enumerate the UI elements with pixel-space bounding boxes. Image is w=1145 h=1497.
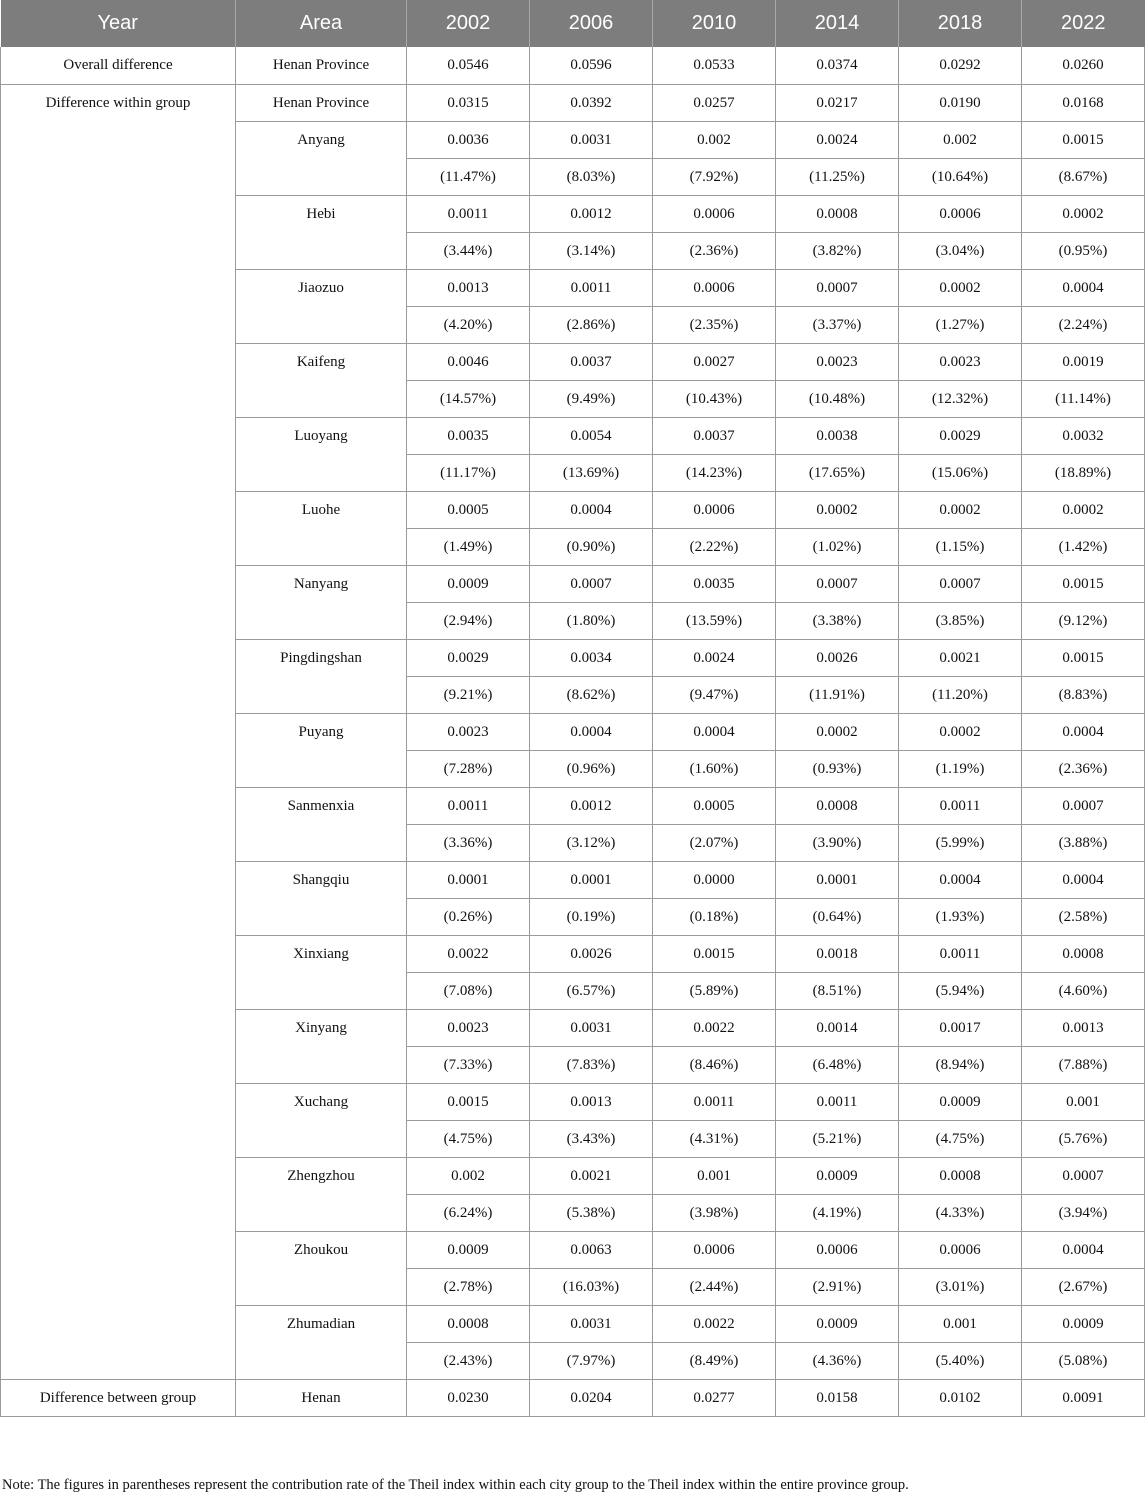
theil-value: 0.0007	[530, 565, 653, 602]
contribution-rate: (7.28%)	[407, 750, 530, 787]
contribution-rate: (8.46%)	[653, 1046, 776, 1083]
theil-value: 0.0204	[530, 1379, 653, 1416]
theil-value: 0.0014	[776, 1009, 899, 1046]
theil-value: 0.0015	[653, 935, 776, 972]
theil-value: 0.0038	[776, 417, 899, 454]
contribution-rate: (9.49%)	[530, 380, 653, 417]
header-year: Year	[1, 0, 236, 47]
theil-value: 0.0009	[776, 1305, 899, 1342]
theil-value: 0.0002	[899, 269, 1022, 306]
theil-value: 0.0021	[899, 639, 1022, 676]
contribution-rate: (1.60%)	[653, 750, 776, 787]
contribution-rate: (7.83%)	[530, 1046, 653, 1083]
city-name: Jiaozuo	[236, 269, 407, 343]
theil-value: 0.0006	[899, 1231, 1022, 1268]
contribution-rate: (3.88%)	[1022, 824, 1145, 861]
contribution-rate: (3.38%)	[776, 602, 899, 639]
header-year-2014: 2014	[776, 0, 899, 47]
contribution-rate: (0.26%)	[407, 898, 530, 935]
table-note: Note: The figures in parentheses represent the contribution rate of the Theil index within each city group to the Theil index within the entire province group.	[2, 1477, 909, 1493]
theil-value: 0.0011	[407, 195, 530, 232]
city-name: Xinxiang	[236, 935, 407, 1009]
theil-value: 0.0005	[653, 787, 776, 824]
contribution-rate: (8.83%)	[1022, 676, 1145, 713]
contribution-rate: (0.18%)	[653, 898, 776, 935]
theil-value: 0.0158	[776, 1379, 899, 1416]
theil-value: 0.0005	[407, 491, 530, 528]
theil-value: 0.0024	[653, 639, 776, 676]
theil-value: 0.0011	[407, 787, 530, 824]
within-total-row	[1, 84, 1145, 121]
area-name: Henan Province	[236, 84, 407, 121]
theil-value: 0.0257	[653, 84, 776, 121]
city-name: Luohe	[236, 491, 407, 565]
city-name: Xuchang	[236, 1083, 407, 1157]
theil-value: 0.0102	[899, 1379, 1022, 1416]
theil-value: 0.0596	[530, 47, 653, 84]
contribution-rate: (10.43%)	[653, 380, 776, 417]
theil-value: 0.001	[899, 1305, 1022, 1342]
theil-value: 0.0008	[899, 1157, 1022, 1194]
contribution-rate: (3.37%)	[776, 306, 899, 343]
contribution-rate: (3.94%)	[1022, 1194, 1145, 1231]
contribution-rate: (10.64%)	[899, 158, 1022, 195]
theil-value: 0.0007	[1022, 1157, 1145, 1194]
theil-value: 0.0037	[530, 343, 653, 380]
theil-value: 0.0007	[899, 565, 1022, 602]
contribution-rate: (3.44%)	[407, 232, 530, 269]
theil-value: 0.0035	[653, 565, 776, 602]
contribution-rate: (3.14%)	[530, 232, 653, 269]
theil-value: 0.0023	[776, 343, 899, 380]
contribution-rate: (4.20%)	[407, 306, 530, 343]
theil-value: 0.0037	[653, 417, 776, 454]
contribution-rate: (7.97%)	[530, 1342, 653, 1379]
area-name: Henan	[236, 1379, 407, 1416]
city-name: Anyang	[236, 121, 407, 195]
theil-value: 0.001	[653, 1157, 776, 1194]
header-year-2018: 2018	[899, 0, 1022, 47]
group-label: Difference between group	[1, 1379, 236, 1416]
theil-value: 0.0035	[407, 417, 530, 454]
contribution-rate: (6.48%)	[776, 1046, 899, 1083]
theil-value: 0.0009	[407, 1231, 530, 1268]
contribution-rate: (2.36%)	[1022, 750, 1145, 787]
contribution-rate: (3.04%)	[899, 232, 1022, 269]
theil-value: 0.0015	[1022, 121, 1145, 158]
contribution-rate: (7.88%)	[1022, 1046, 1145, 1083]
theil-value: 0.0004	[899, 861, 1022, 898]
theil-value: 0.0026	[530, 935, 653, 972]
contribution-rate: (5.76%)	[1022, 1120, 1145, 1157]
theil-value: 0.0009	[776, 1157, 899, 1194]
theil-value: 0.0023	[407, 1009, 530, 1046]
header-year-2010: 2010	[653, 0, 776, 47]
contribution-rate: (14.23%)	[653, 454, 776, 491]
contribution-rate: (1.49%)	[407, 528, 530, 565]
theil-value: 0.0012	[530, 787, 653, 824]
contribution-rate: (3.36%)	[407, 824, 530, 861]
contribution-rate: (2.36%)	[653, 232, 776, 269]
contribution-rate: (8.03%)	[530, 158, 653, 195]
theil-value: 0.0034	[530, 639, 653, 676]
contribution-rate: (4.60%)	[1022, 972, 1145, 1009]
city-name: Hebi	[236, 195, 407, 269]
contribution-rate: (12.32%)	[899, 380, 1022, 417]
city-name: Zhumadian	[236, 1305, 407, 1379]
header-row	[1, 0, 1145, 47]
theil-value: 0.0006	[653, 1231, 776, 1268]
contribution-rate: (4.75%)	[407, 1120, 530, 1157]
group-label: Difference within group	[1, 84, 236, 1379]
theil-value: 0.0230	[407, 1379, 530, 1416]
contribution-rate: (0.64%)	[776, 898, 899, 935]
contribution-rate: (3.98%)	[653, 1194, 776, 1231]
contribution-rate: (2.86%)	[530, 306, 653, 343]
header-year-2022: 2022	[1022, 0, 1145, 47]
theil-value: 0.0006	[899, 195, 1022, 232]
theil-value: 0.0026	[776, 639, 899, 676]
theil-value: 0.0009	[1022, 1305, 1145, 1342]
header-year-2002: 2002	[407, 0, 530, 47]
theil-value: 0.0217	[776, 84, 899, 121]
contribution-rate: (2.91%)	[776, 1268, 899, 1305]
contribution-rate: (18.89%)	[1022, 454, 1145, 491]
theil-value: 0.0031	[530, 1009, 653, 1046]
contribution-rate: (11.47%)	[407, 158, 530, 195]
theil-value: 0.0008	[1022, 935, 1145, 972]
theil-value: 0.0029	[407, 639, 530, 676]
city-name: Puyang	[236, 713, 407, 787]
theil-value: 0.0004	[1022, 861, 1145, 898]
theil-value: 0.0007	[776, 565, 899, 602]
theil-value: 0.0054	[530, 417, 653, 454]
theil-value: 0.0009	[407, 565, 530, 602]
theil-value: 0.0036	[407, 121, 530, 158]
contribution-rate: (13.69%)	[530, 454, 653, 491]
contribution-rate: (11.17%)	[407, 454, 530, 491]
contribution-rate: (1.02%)	[776, 528, 899, 565]
city-name: Zhengzhou	[236, 1157, 407, 1231]
contribution-rate: (1.27%)	[899, 306, 1022, 343]
theil-value: 0.0002	[1022, 491, 1145, 528]
theil-value: 0.0012	[530, 195, 653, 232]
theil-value: 0.0008	[407, 1305, 530, 1342]
contribution-rate: (2.67%)	[1022, 1268, 1145, 1305]
theil-value: 0.0029	[899, 417, 1022, 454]
theil-value: 0.0015	[407, 1083, 530, 1120]
theil-value: 0.0091	[1022, 1379, 1145, 1416]
theil-value: 0.002	[653, 121, 776, 158]
theil-value: 0.0002	[776, 491, 899, 528]
theil-value: 0.0031	[530, 1305, 653, 1342]
theil-value: 0.0011	[653, 1083, 776, 1120]
contribution-rate: (2.78%)	[407, 1268, 530, 1305]
contribution-rate: (1.15%)	[899, 528, 1022, 565]
contribution-rate: (3.43%)	[530, 1120, 653, 1157]
theil-value: 0.0011	[776, 1083, 899, 1120]
theil-value: 0.002	[407, 1157, 530, 1194]
contribution-rate: (0.90%)	[530, 528, 653, 565]
theil-value: 0.0015	[1022, 565, 1145, 602]
theil-value: 0.0008	[776, 195, 899, 232]
contribution-rate: (1.93%)	[899, 898, 1022, 935]
theil-value: 0.0013	[407, 269, 530, 306]
theil-value: 0.0292	[899, 47, 1022, 84]
contribution-rate: (0.19%)	[530, 898, 653, 935]
theil-value: 0.0002	[899, 491, 1022, 528]
theil-value: 0.0533	[653, 47, 776, 84]
contribution-rate: (5.40%)	[899, 1342, 1022, 1379]
contribution-rate: (5.21%)	[776, 1120, 899, 1157]
theil-value: 0.0046	[407, 343, 530, 380]
theil-value: 0.0022	[653, 1009, 776, 1046]
theil-value: 0.0190	[899, 84, 1022, 121]
theil-value: 0.0024	[776, 121, 899, 158]
contribution-rate: (4.75%)	[899, 1120, 1022, 1157]
contribution-rate: (8.67%)	[1022, 158, 1145, 195]
theil-value: 0.0011	[530, 269, 653, 306]
contribution-rate: (3.90%)	[776, 824, 899, 861]
theil-value: 0.0011	[899, 935, 1022, 972]
contribution-rate: (15.06%)	[899, 454, 1022, 491]
contribution-rate: (4.31%)	[653, 1120, 776, 1157]
contribution-rate: (2.44%)	[653, 1268, 776, 1305]
theil-value: 0.0023	[407, 713, 530, 750]
theil-value: 0.0008	[776, 787, 899, 824]
contribution-rate: (9.12%)	[1022, 602, 1145, 639]
theil-value: 0.0315	[407, 84, 530, 121]
contribution-rate: (8.94%)	[899, 1046, 1022, 1083]
contribution-rate: (5.89%)	[653, 972, 776, 1009]
theil-value: 0.0004	[1022, 269, 1145, 306]
contribution-rate: (2.35%)	[653, 306, 776, 343]
contribution-rate: (0.96%)	[530, 750, 653, 787]
city-name: Zhoukou	[236, 1231, 407, 1305]
header-year-2006: 2006	[530, 0, 653, 47]
contribution-rate: (14.57%)	[407, 380, 530, 417]
contribution-rate: (11.20%)	[899, 676, 1022, 713]
contribution-rate: (3.85%)	[899, 602, 1022, 639]
contribution-rate: (7.08%)	[407, 972, 530, 1009]
contribution-rate: (2.43%)	[407, 1342, 530, 1379]
theil-value: 0.0018	[776, 935, 899, 972]
contribution-rate: (0.93%)	[776, 750, 899, 787]
theil-value: 0.0006	[776, 1231, 899, 1268]
contribution-rate: (10.48%)	[776, 380, 899, 417]
contribution-rate: (5.94%)	[899, 972, 1022, 1009]
theil-value: 0.0006	[653, 269, 776, 306]
theil-value: 0.0011	[899, 787, 1022, 824]
theil-value: 0.0021	[530, 1157, 653, 1194]
contribution-rate: (6.24%)	[407, 1194, 530, 1231]
theil-value: 0.0017	[899, 1009, 1022, 1046]
contribution-rate: (3.01%)	[899, 1268, 1022, 1305]
theil-value: 0.0027	[653, 343, 776, 380]
contribution-rate: (4.33%)	[899, 1194, 1022, 1231]
contribution-rate: (17.65%)	[776, 454, 899, 491]
contribution-rate: (8.51%)	[776, 972, 899, 1009]
city-name: Kaifeng	[236, 343, 407, 417]
theil-value: 0.0006	[653, 491, 776, 528]
contribution-rate: (5.38%)	[530, 1194, 653, 1231]
contribution-rate: (7.92%)	[653, 158, 776, 195]
theil-value: 0.0006	[653, 195, 776, 232]
theil-value: 0.0004	[530, 713, 653, 750]
contribution-rate: (2.58%)	[1022, 898, 1145, 935]
contribution-rate: (4.19%)	[776, 1194, 899, 1231]
theil-value: 0.0004	[653, 713, 776, 750]
contribution-rate: (6.57%)	[530, 972, 653, 1009]
contribution-rate: (5.08%)	[1022, 1342, 1145, 1379]
theil-value: 0.0546	[407, 47, 530, 84]
contribution-rate: (5.99%)	[899, 824, 1022, 861]
contribution-rate: (3.82%)	[776, 232, 899, 269]
theil-value: 0.0000	[653, 861, 776, 898]
between-row	[1, 1379, 1145, 1416]
area-name: Henan Province	[236, 47, 407, 84]
theil-value: 0.0260	[1022, 47, 1145, 84]
theil-value: 0.0015	[1022, 639, 1145, 676]
contribution-rate: (1.80%)	[530, 602, 653, 639]
city-name: Sanmenxia	[236, 787, 407, 861]
contribution-rate: (2.22%)	[653, 528, 776, 565]
theil-value: 0.0022	[407, 935, 530, 972]
contribution-rate: (3.12%)	[530, 824, 653, 861]
theil-value: 0.0004	[1022, 1231, 1145, 1268]
theil-value: 0.0168	[1022, 84, 1145, 121]
theil-value: 0.0019	[1022, 343, 1145, 380]
table-body	[1, 47, 1145, 1416]
theil-value: 0.0001	[776, 861, 899, 898]
contribution-rate: (9.47%)	[653, 676, 776, 713]
theil-value: 0.0031	[530, 121, 653, 158]
theil-value: 0.0023	[899, 343, 1022, 380]
contribution-rate: (4.36%)	[776, 1342, 899, 1379]
theil-value: 0.0013	[1022, 1009, 1145, 1046]
city-name: Shangqiu	[236, 861, 407, 935]
theil-value: 0.0004	[530, 491, 653, 528]
contribution-rate: (11.14%)	[1022, 380, 1145, 417]
contribution-rate: (2.07%)	[653, 824, 776, 861]
theil-value: 0.0013	[530, 1083, 653, 1120]
contribution-rate: (2.94%)	[407, 602, 530, 639]
contribution-rate: (11.91%)	[776, 676, 899, 713]
theil-value: 0.0001	[407, 861, 530, 898]
contribution-rate: (1.19%)	[899, 750, 1022, 787]
contribution-rate: (16.03%)	[530, 1268, 653, 1305]
theil-value: 0.0009	[899, 1083, 1022, 1120]
city-name: Nanyang	[236, 565, 407, 639]
theil-value: 0.0002	[776, 713, 899, 750]
theil-value: 0.0007	[776, 269, 899, 306]
city-name: Xinyang	[236, 1009, 407, 1083]
contribution-rate: (0.95%)	[1022, 232, 1145, 269]
theil-value: 0.0002	[1022, 195, 1145, 232]
theil-value: 0.002	[899, 121, 1022, 158]
theil-value: 0.0374	[776, 47, 899, 84]
overall-row	[1, 47, 1145, 84]
theil-value: 0.0063	[530, 1231, 653, 1268]
theil-value: 0.0002	[899, 713, 1022, 750]
theil-value: 0.001	[1022, 1083, 1145, 1120]
theil-value: 0.0277	[653, 1379, 776, 1416]
theil-value: 0.0392	[530, 84, 653, 121]
theil-value: 0.0022	[653, 1305, 776, 1342]
contribution-rate: (7.33%)	[407, 1046, 530, 1083]
contribution-rate: (8.49%)	[653, 1342, 776, 1379]
contribution-rate: (2.24%)	[1022, 306, 1145, 343]
contribution-rate: (11.25%)	[776, 158, 899, 195]
city-name: Pingdingshan	[236, 639, 407, 713]
theil-value: 0.0001	[530, 861, 653, 898]
contribution-rate: (9.21%)	[407, 676, 530, 713]
theil-value: 0.0004	[1022, 713, 1145, 750]
group-label: Overall difference	[1, 47, 236, 84]
theil-value: 0.0007	[1022, 787, 1145, 824]
contribution-rate: (1.42%)	[1022, 528, 1145, 565]
contribution-rate: (13.59%)	[653, 602, 776, 639]
theil-value: 0.0032	[1022, 417, 1145, 454]
header-area: Area	[236, 0, 407, 47]
contribution-rate: (8.62%)	[530, 676, 653, 713]
city-name: Luoyang	[236, 417, 407, 491]
